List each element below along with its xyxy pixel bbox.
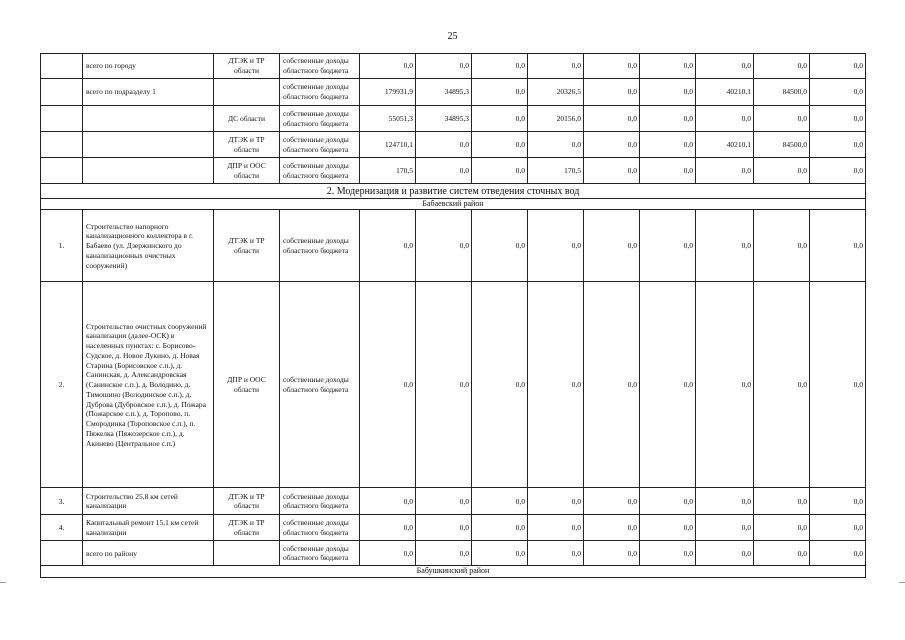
row-number (41, 158, 83, 184)
value-cell: 0,0 (472, 132, 528, 158)
summary-rows (41, 54, 866, 184)
value-cell: 0,0 (360, 210, 416, 282)
value-cell: 0,0 (360, 54, 416, 79)
table-row (41, 79, 866, 106)
value-cell: 0,0 (584, 106, 640, 132)
row-funding-source: собственные доходы областного бюджета (280, 541, 360, 566)
value-cell: 0,0 (810, 79, 866, 106)
value-cell: 34895,3 (416, 79, 472, 106)
row-funding-source: собственные доходы областного бюджета (280, 79, 360, 106)
value-cell: 0,0 (528, 210, 584, 282)
value-cell: 0,0 (528, 282, 584, 488)
value-cell: 0,0 (584, 515, 640, 541)
row-name (83, 132, 214, 158)
value-cell: 0,0 (640, 541, 696, 566)
row-executor: ДТЭК и ТР области (214, 54, 280, 79)
value-cell: 0,0 (696, 282, 754, 488)
value-cell: 0,0 (584, 79, 640, 106)
value-cell: 0,0 (696, 488, 754, 515)
value-cell: 84500,0 (754, 79, 810, 106)
table-row (41, 541, 866, 566)
value-cell: 0,0 (696, 106, 754, 132)
row-funding-source: собственные доходы областного бюджета (280, 210, 360, 282)
table-row (41, 158, 866, 184)
row-name: всего по району (83, 541, 214, 566)
section-title: 2. Модернизация и развитие систем отведения сточных вод (41, 184, 866, 199)
value-cell: 0,0 (754, 158, 810, 184)
row-number (41, 541, 83, 566)
value-cell: 0,0 (584, 541, 640, 566)
value-cell: 0,0 (584, 282, 640, 488)
row-number (41, 106, 83, 132)
value-cell: 170,5 (360, 158, 416, 184)
value-cell: 0,0 (754, 210, 810, 282)
value-cell: 0,0 (472, 282, 528, 488)
row-number: 1. (41, 210, 83, 282)
table-row (41, 282, 866, 488)
value-cell: 0,0 (640, 54, 696, 79)
value-cell: 20326,5 (528, 79, 584, 106)
value-cell: 0,0 (584, 158, 640, 184)
right-margin-tick (899, 582, 905, 583)
value-cell: 0,0 (696, 541, 754, 566)
value-cell: 0,0 (584, 210, 640, 282)
value-cell: 0,0 (696, 54, 754, 79)
row-executor: ДТЭК и ТР области (214, 210, 280, 282)
row-executor: ДТЭК и ТР области (214, 515, 280, 541)
row-executor: ДПР и ООС области (214, 282, 280, 488)
value-cell: 34895,3 (416, 106, 472, 132)
value-cell: 0,0 (528, 515, 584, 541)
section-footer (41, 566, 866, 577)
value-cell: 20156,0 (528, 106, 584, 132)
value-cell: 0,0 (416, 210, 472, 282)
value-cell: 0,0 (810, 132, 866, 158)
value-cell: 124710,1 (360, 132, 416, 158)
budget-table (40, 53, 866, 578)
value-cell: 0,0 (360, 541, 416, 566)
table-row (41, 106, 866, 132)
value-cell: 0,0 (640, 79, 696, 106)
row-funding-source: собственные доходы областного бюджета (280, 488, 360, 515)
district-title: Бабаевский район (41, 199, 866, 210)
value-cell: 0,0 (640, 210, 696, 282)
row-executor: ДПР и ООС области (214, 158, 280, 184)
item-rows (41, 210, 866, 566)
value-cell: 84500,0 (754, 132, 810, 158)
value-cell: 0,0 (640, 158, 696, 184)
row-funding-source: собственные доходы областного бюджета (280, 515, 360, 541)
row-name (83, 158, 214, 184)
value-cell: 0,0 (528, 541, 584, 566)
value-cell: 0,0 (584, 54, 640, 79)
value-cell: 0,0 (696, 515, 754, 541)
value-cell: 170,5 (528, 158, 584, 184)
value-cell: 0,0 (472, 106, 528, 132)
value-cell: 0,0 (528, 488, 584, 515)
value-cell: 0,0 (754, 282, 810, 488)
row-name: Капитальный ремонт 15,1 км сетей канализации (83, 515, 214, 541)
district-title-2: Бабушкинский район (41, 566, 866, 577)
row-funding-source: собственные доходы областного бюджета (280, 132, 360, 158)
section-header (41, 184, 866, 210)
left-margin-tick (0, 582, 6, 583)
value-cell: 0,0 (810, 158, 866, 184)
value-cell: 0,0 (810, 210, 866, 282)
value-cell: 0,0 (472, 210, 528, 282)
value-cell: 0,0 (416, 488, 472, 515)
table-row (41, 210, 866, 282)
value-cell: 0,0 (640, 488, 696, 515)
row-funding-source: собственные доходы областного бюджета (280, 54, 360, 79)
value-cell: 0,0 (754, 541, 810, 566)
value-cell: 0,0 (472, 79, 528, 106)
value-cell: 0,0 (810, 106, 866, 132)
value-cell: 0,0 (640, 106, 696, 132)
value-cell: 0,0 (754, 106, 810, 132)
value-cell: 0,0 (472, 515, 528, 541)
row-funding-source: собственные доходы областного бюджета (280, 158, 360, 184)
value-cell: 0,0 (472, 488, 528, 515)
value-cell: 55051,3 (360, 106, 416, 132)
value-cell: 0,0 (416, 158, 472, 184)
value-cell: 0,0 (810, 541, 866, 566)
value-cell: 0,0 (416, 282, 472, 488)
value-cell: 0,0 (584, 488, 640, 515)
value-cell: 0,0 (810, 515, 866, 541)
value-cell: 0,0 (754, 488, 810, 515)
row-name: Строительство напорного канализационного коллектора в г. Бабаево (ул. Дзержинского до канализационных очистных сооружений) (83, 210, 214, 282)
value-cell: 0,0 (472, 158, 528, 184)
value-cell: 40210,1 (696, 132, 754, 158)
row-number (41, 54, 83, 79)
row-number: 3. (41, 488, 83, 515)
value-cell: 0,0 (810, 282, 866, 488)
table-row (41, 132, 866, 158)
table-row (41, 488, 866, 515)
value-cell: 0,0 (640, 132, 696, 158)
row-name: всего по подразделу 1 (83, 79, 214, 106)
row-number (41, 79, 83, 106)
value-cell: 0,0 (360, 515, 416, 541)
value-cell: 0,0 (810, 54, 866, 79)
row-number (41, 132, 83, 158)
row-executor: ДТЭК и ТР области (214, 488, 280, 515)
row-executor: ДС области (214, 106, 280, 132)
row-name (83, 106, 214, 132)
value-cell: 0,0 (754, 515, 810, 541)
value-cell: 0,0 (640, 282, 696, 488)
value-cell: 0,0 (584, 132, 640, 158)
table-row (41, 54, 866, 79)
value-cell: 0,0 (416, 515, 472, 541)
value-cell: 0,0 (528, 132, 584, 158)
row-name: всего по городу (83, 54, 214, 79)
table-row (41, 515, 866, 541)
value-cell: 0,0 (472, 541, 528, 566)
value-cell: 40210,1 (696, 79, 754, 106)
row-funding-source: собственные доходы областного бюджета (280, 282, 360, 488)
row-number: 4. (41, 515, 83, 541)
row-number: 2. (41, 282, 83, 488)
value-cell: 0,0 (360, 488, 416, 515)
row-executor: ДТЭК и ТР области (214, 132, 280, 158)
page-number: 25 (447, 31, 458, 42)
value-cell: 0,0 (416, 541, 472, 566)
value-cell: 0,0 (416, 132, 472, 158)
value-cell: 0,0 (640, 515, 696, 541)
row-executor (214, 79, 280, 106)
value-cell: 179931,9 (360, 79, 416, 106)
value-cell: 0,0 (528, 54, 584, 79)
value-cell: 0,0 (696, 158, 754, 184)
value-cell: 0,0 (360, 282, 416, 488)
row-name: Строительство 25,8 км сетей канализации (83, 488, 214, 515)
value-cell: 0,0 (696, 210, 754, 282)
value-cell: 0,0 (754, 54, 810, 79)
value-cell: 0,0 (416, 54, 472, 79)
value-cell: 0,0 (810, 488, 866, 515)
value-cell: 0,0 (472, 54, 528, 79)
row-name: Строительство очистных сооружений канализации (далее-ОСК) в населенных пунктах: с. Борисово-Судское, д. Новое Лукино, д. Новая Старина (Борисовское с.п.), д. Санинская, д. Александровская (Санинское с.п.), д. Володино, д. Тимошино (Володинское с.п.), д. Дуброва (Дубровское с.п.), д. Пожара (Пожарское с.п.), д. Торопово, п. Смородинка (Тороповское с.п.), п. Пяжелка (Пяжозерское с.п.), д. Акинево (Центральное с.п.) (83, 282, 214, 488)
row-funding-source: собственные доходы областного бюджета (280, 106, 360, 132)
row-executor (214, 541, 280, 566)
